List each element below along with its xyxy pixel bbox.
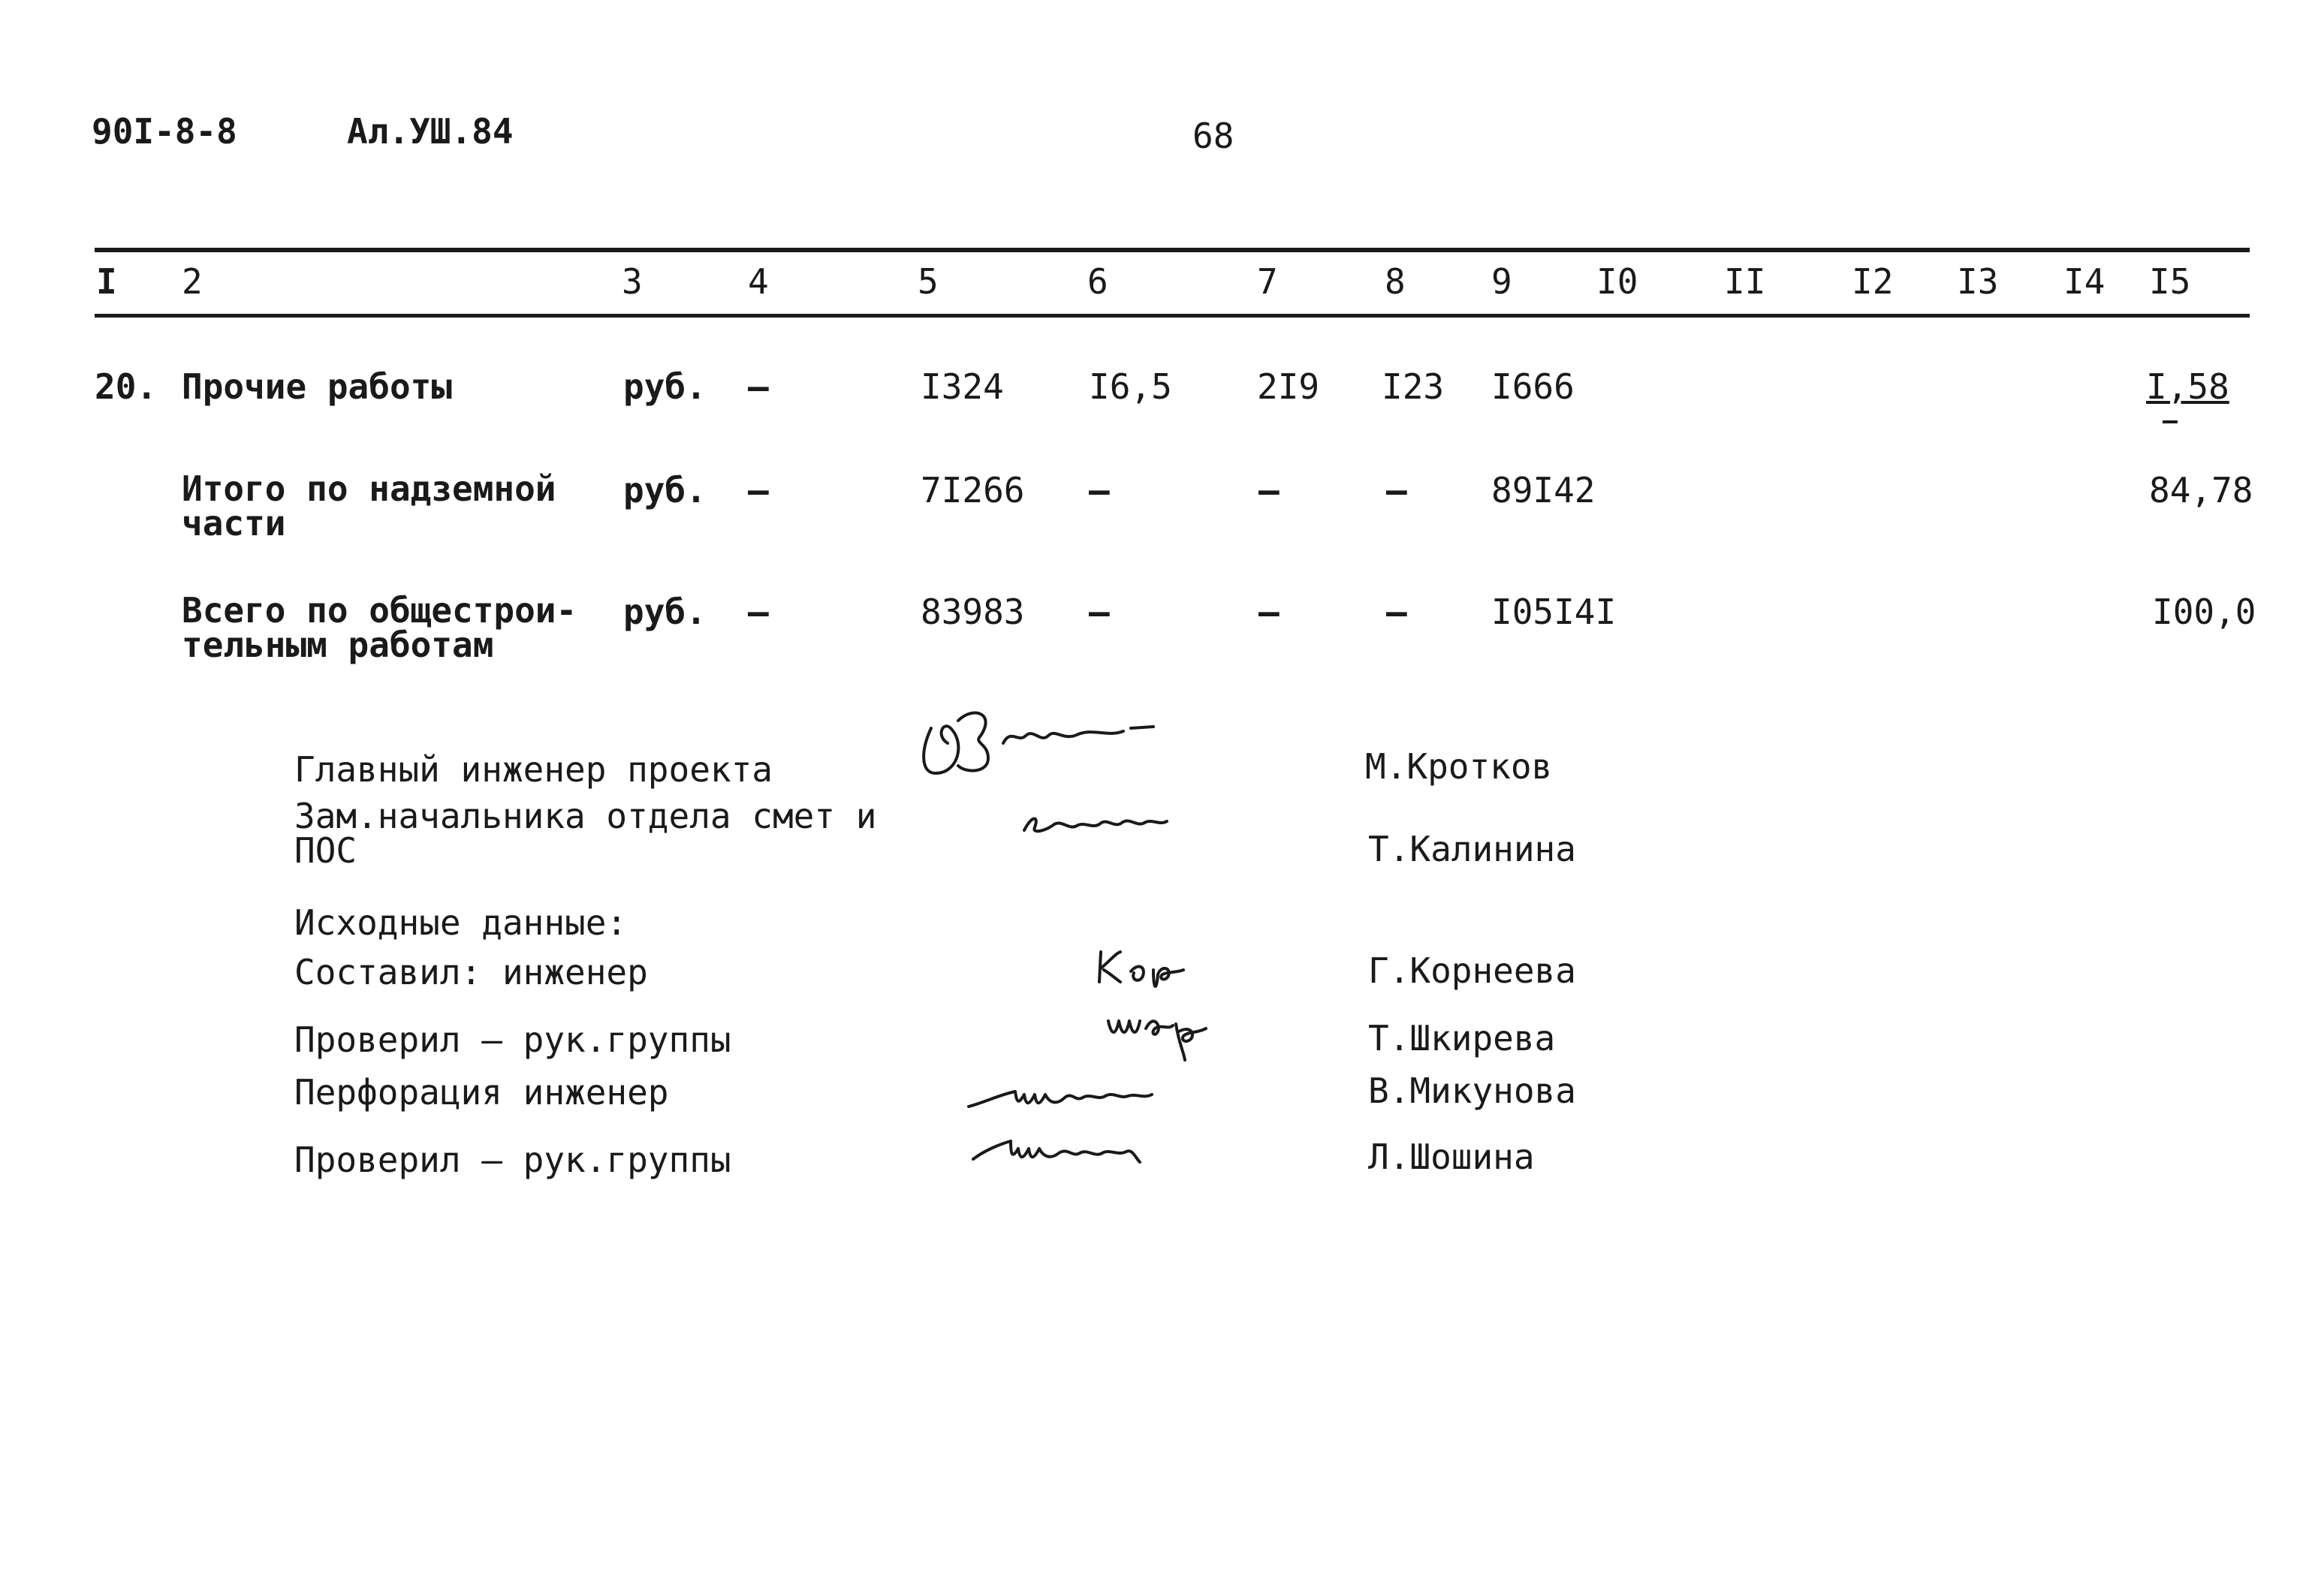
- signature-name: Л.Шошина: [1368, 1137, 1535, 1177]
- row-col8: –: [1386, 470, 1407, 510]
- col-header-10: I0: [1596, 261, 1638, 302]
- handwritten-signature-1: [913, 698, 1168, 788]
- underline-dash-mark: [2163, 420, 2178, 423]
- row-unit: руб.: [623, 366, 707, 407]
- row-col5: 7I266: [921, 470, 1025, 510]
- col-header-15: I5: [2149, 261, 2191, 302]
- row-col15: I,58: [2146, 366, 2229, 407]
- section-label: Исходные данные:: [294, 902, 628, 943]
- col-header-6: 6: [1087, 261, 1108, 302]
- col-header-3: 3: [622, 261, 643, 302]
- col-header-13: I3: [1957, 261, 1999, 302]
- handwritten-signature-6: [963, 1132, 1173, 1185]
- row-col7: –: [1259, 592, 1280, 632]
- col-header-8: 8: [1385, 261, 1406, 302]
- row-col8: –: [1386, 592, 1407, 632]
- row-col4: –: [748, 470, 769, 510]
- signature-role: Проверил – рук.группы: [294, 1019, 731, 1060]
- signature-name: Т.Шкирева: [1368, 1018, 1556, 1058]
- signature-role: Зам.начальника отдела смет и ПОС: [294, 796, 877, 871]
- signature-role: Проверил – рук.группы: [294, 1140, 731, 1180]
- handwritten-signature-3: [1093, 944, 1213, 997]
- row-unit: руб.: [623, 592, 707, 632]
- row-col4: –: [748, 366, 769, 407]
- signature-role: Перфорация инженер: [294, 1072, 669, 1113]
- row-col7: 2I9: [1257, 366, 1320, 407]
- row-col7: –: [1259, 470, 1280, 510]
- col-header-1: I: [96, 261, 117, 302]
- signature-name: М.Кротков: [1365, 746, 1553, 787]
- page-number: 68: [1192, 116, 1234, 156]
- signature-name: Г.Корнеева: [1368, 950, 1576, 991]
- row-name: Всего по общестрои- тельным работам: [182, 590, 577, 665]
- row-col5: 83983: [921, 592, 1025, 632]
- table-top-rule: [95, 248, 2250, 252]
- row-name: Прочие работы: [182, 366, 453, 407]
- row-col9: I666: [1491, 366, 1575, 407]
- row-col5: I324: [921, 366, 1004, 407]
- row-col6: –: [1089, 470, 1110, 510]
- col-header-4: 4: [748, 261, 769, 302]
- col-header-11: II: [1724, 261, 1766, 302]
- col-header-7: 7: [1257, 261, 1278, 302]
- signature-name: Т.Калинина: [1368, 829, 1576, 869]
- signature-role: Составил: инженер: [294, 952, 648, 992]
- signature-role: Главный инженер проекта: [294, 749, 773, 790]
- row-col15: I00,0: [2152, 592, 2256, 632]
- row-col8: I23: [1382, 366, 1445, 407]
- document-code: 90I-8-8: [92, 111, 237, 152]
- col-header-12: I2: [1852, 261, 1894, 302]
- row-col9: I05I4I: [1491, 592, 1617, 632]
- col-header-9: 9: [1491, 261, 1512, 302]
- handwritten-signature-2: [1017, 800, 1182, 845]
- row-number: 20.: [95, 366, 158, 407]
- row-unit: руб.: [623, 470, 707, 510]
- row-col9: 89I42: [1491, 470, 1596, 510]
- col-header-2: 2: [182, 261, 203, 302]
- signature-name: В.Микунова: [1368, 1071, 1576, 1111]
- handwritten-signature-4: [1101, 998, 1236, 1066]
- row-col15: 84,78: [2149, 470, 2253, 510]
- table-header-rule: [95, 314, 2250, 318]
- album-reference: Ал.УШ.84: [347, 111, 514, 152]
- col-header-14: I4: [2063, 261, 2106, 302]
- col-header-5: 5: [918, 261, 939, 302]
- row-name: Итого по надземной части: [182, 468, 556, 544]
- row-col6: –: [1089, 592, 1110, 632]
- row-col4: –: [748, 592, 769, 632]
- handwritten-signature-5: [963, 1072, 1173, 1117]
- row-col6: I6,5: [1089, 366, 1172, 407]
